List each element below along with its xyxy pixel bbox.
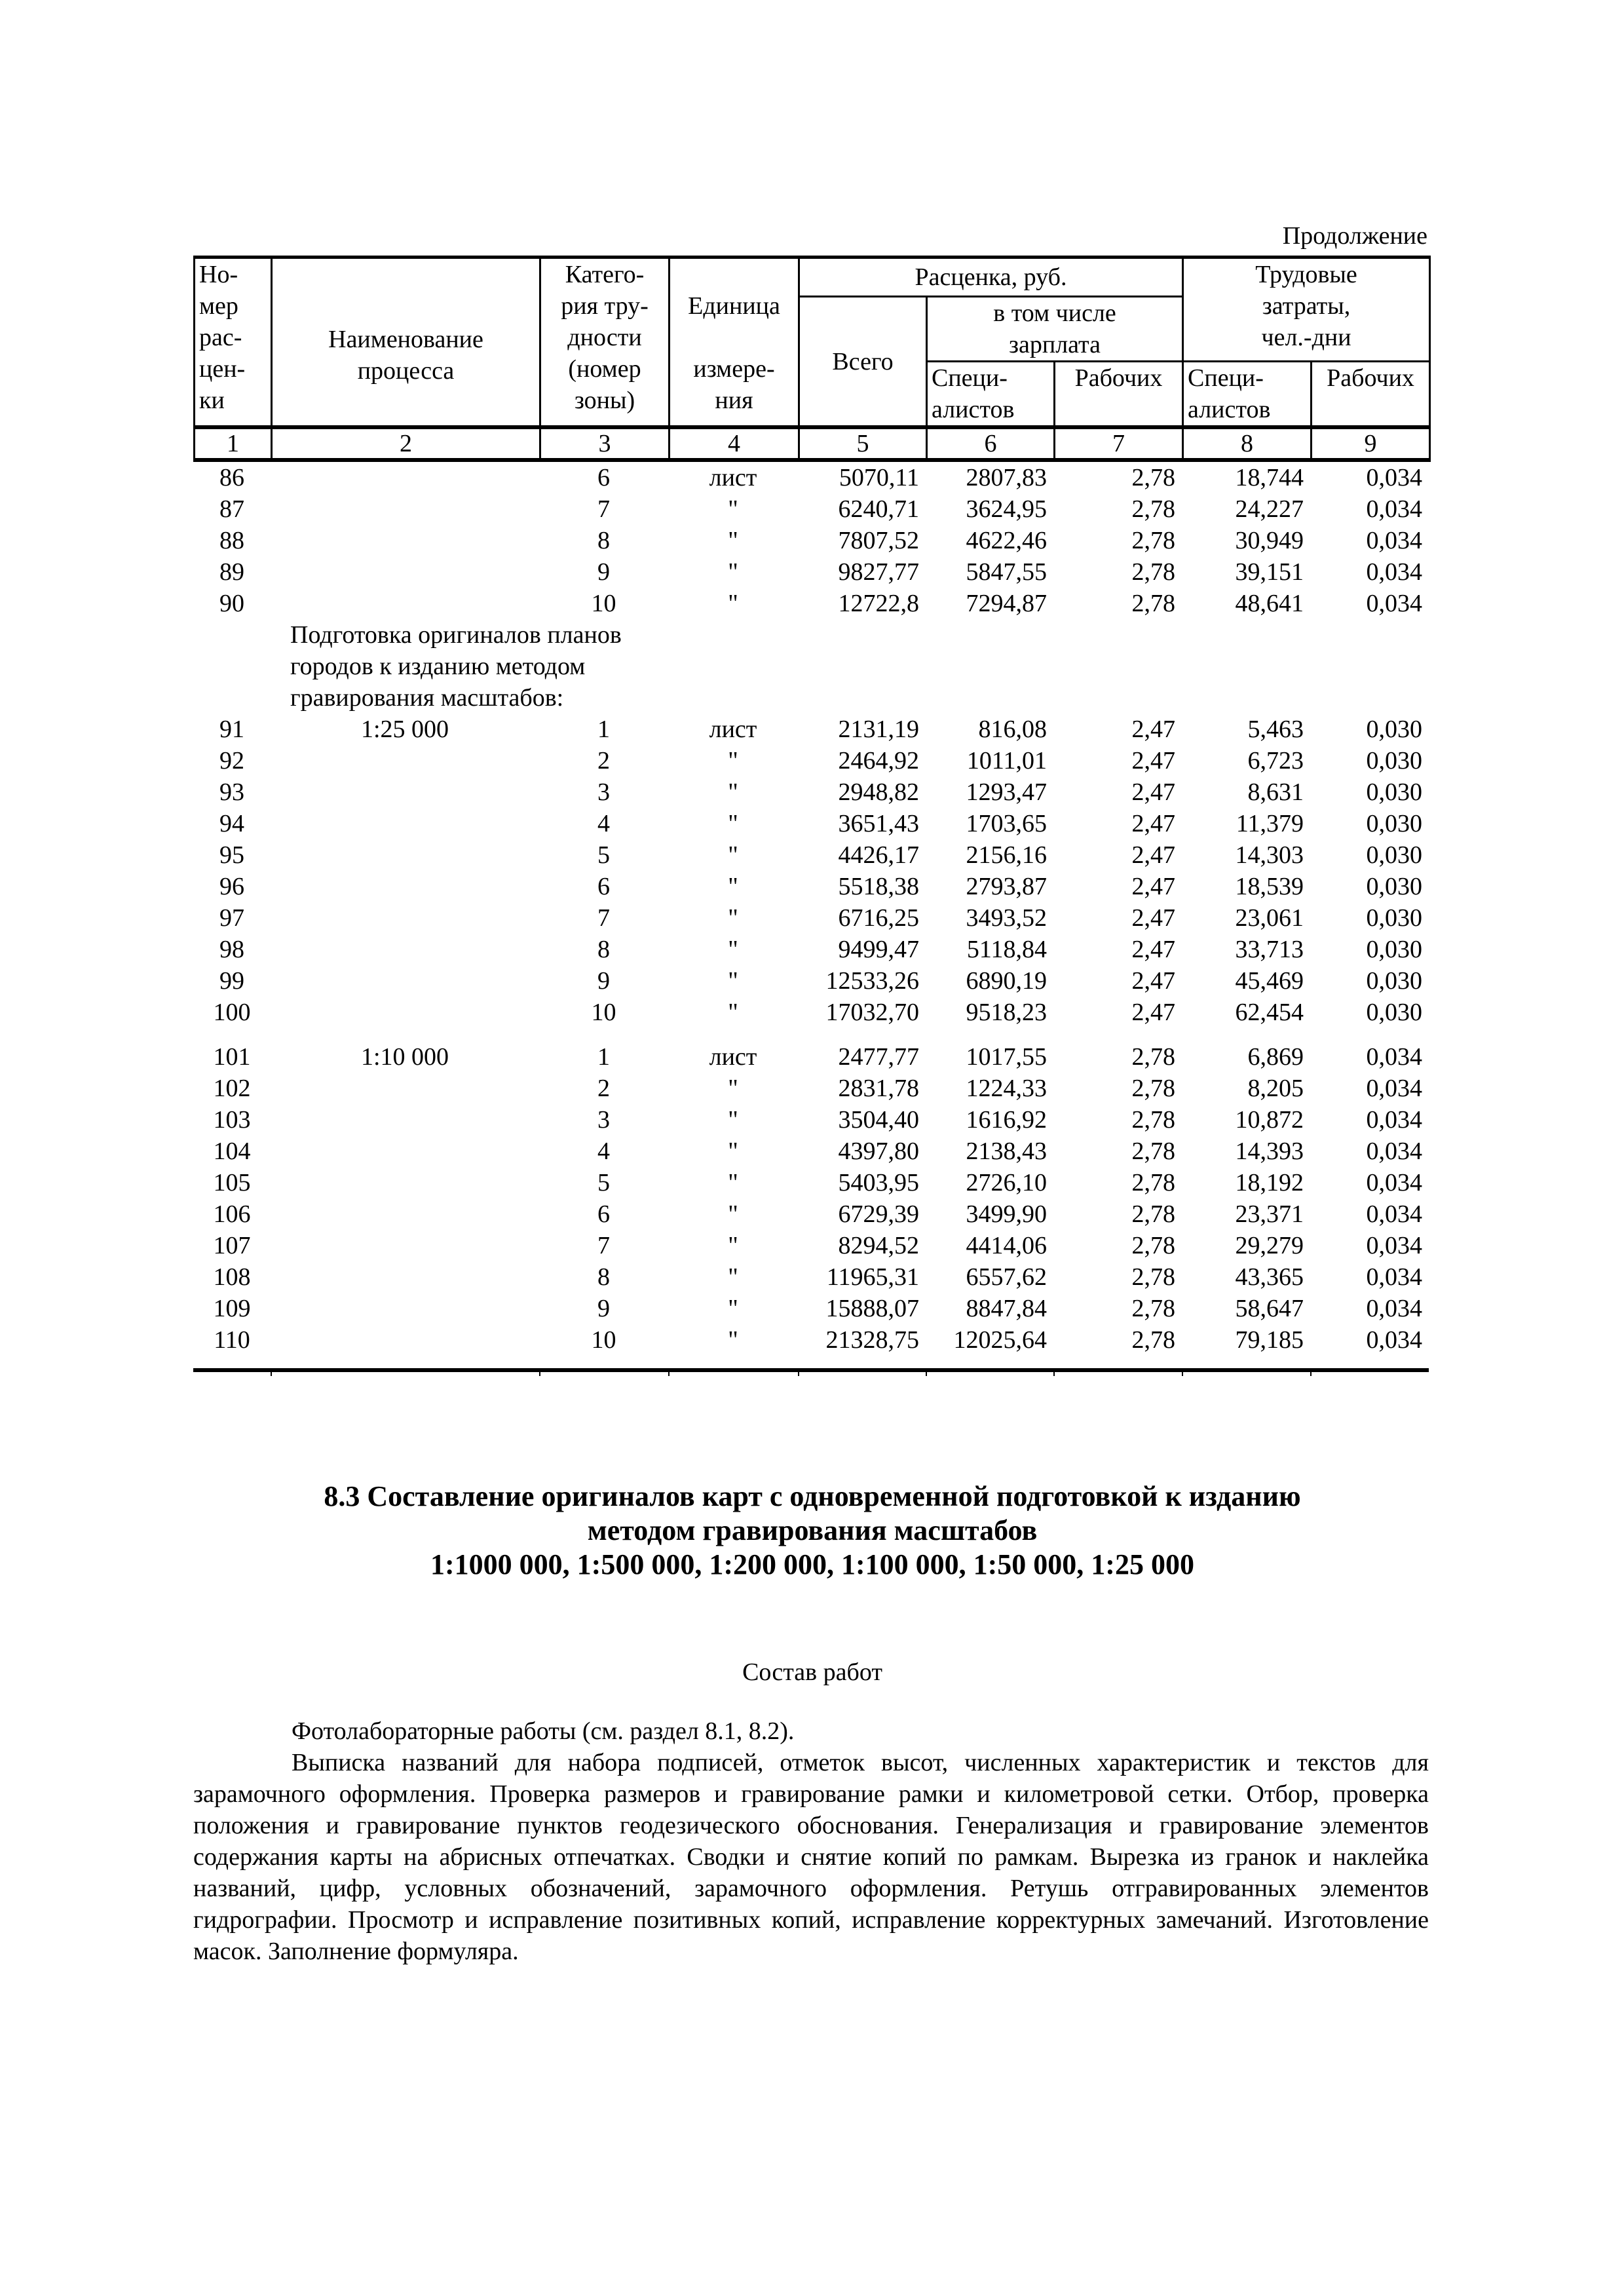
cell-labor-specialists: 45,469 [1235, 967, 1304, 995]
cell-rate-workers: 2,78 [1131, 590, 1175, 617]
cell-rate-workers: 2,47 [1131, 716, 1175, 743]
column-number: 9 [1312, 427, 1430, 460]
cell-unit: " [728, 1263, 738, 1291]
cell-labor-specialists: 8,631 [1247, 778, 1304, 806]
cell-rate-total: 12722,8 [838, 590, 919, 617]
cell-rate-number: 94 [219, 810, 244, 837]
cell-rate-total: 6716,25 [838, 904, 919, 932]
cell-rate-number: 104 [213, 1138, 251, 1165]
cell-labor-specialists: 14,393 [1235, 1138, 1304, 1165]
cell-rate-specialists: 1011,01 [966, 747, 1047, 775]
cell-process-name [271, 1136, 539, 1167]
rule-tick [1310, 1372, 1312, 1376]
group-title: Подготовка оригиналов планов городов к изданию методом гравирования масштабов: [290, 621, 622, 712]
cell-labor-specialists: 23,371 [1235, 1200, 1304, 1228]
cell-unit: " [728, 495, 738, 523]
table-header [193, 256, 1431, 462]
cell-process-name [271, 965, 539, 997]
cell-unit: " [728, 1138, 738, 1165]
cell-labor-workers: 0,034 [1366, 590, 1422, 617]
cell-labor-workers: 0,034 [1366, 527, 1422, 554]
cell-category: 4 [597, 1138, 610, 1165]
cell-category: 5 [597, 841, 610, 869]
table-row [193, 776, 1429, 808]
cell-category: 7 [597, 495, 610, 523]
table-row [193, 1261, 1429, 1293]
cell-labor-specialists: 58,647 [1235, 1295, 1304, 1322]
header-rate-including: в том числе зарплата [927, 297, 1183, 362]
cell-rate-total: 11965,31 [826, 1263, 919, 1291]
cell-rate-specialists: 5118,84 [966, 936, 1047, 963]
header-labor-workers: Рабочих [1312, 362, 1430, 428]
cell-rate-workers: 2,47 [1131, 778, 1175, 806]
table-row [193, 556, 1429, 588]
cell-unit: " [728, 778, 738, 806]
cell-process-name: 1:25 000 [360, 716, 449, 743]
cell-labor-specialists: 79,185 [1235, 1326, 1304, 1354]
cell-rate-workers: 2,78 [1131, 1200, 1175, 1228]
cell-labor-workers: 0,034 [1366, 1263, 1422, 1291]
cell-process-name [271, 1104, 539, 1136]
cell-labor-workers: 0,034 [1366, 1169, 1422, 1196]
cell-unit: " [728, 999, 738, 1026]
column-number: 8 [1183, 427, 1312, 460]
cell-rate-total: 4426,17 [838, 841, 919, 869]
cell-labor-specialists: 29,279 [1235, 1232, 1304, 1259]
cell-process-name [271, 871, 539, 902]
rule-tick [926, 1372, 927, 1376]
cell-unit: " [728, 527, 738, 554]
header-process-name: Наименование процесса [272, 258, 540, 428]
column-number: 4 [670, 427, 799, 460]
header-labor-group: Трудовые затраты, чел.-дни [1183, 258, 1430, 362]
header-rate-specialists: Специ- алистов [927, 362, 1055, 428]
cell-process-name [271, 934, 539, 965]
cell-rate-number: 91 [219, 716, 244, 743]
rule-tick [271, 1372, 272, 1376]
cell-rate-workers: 2,47 [1131, 936, 1175, 963]
cell-unit: " [728, 810, 738, 837]
cell-category: 6 [597, 1200, 610, 1228]
cell-labor-specialists: 30,949 [1235, 527, 1304, 554]
table-row [193, 934, 1429, 965]
cell-rate-total: 9499,47 [838, 936, 919, 963]
cell-process-name [271, 1167, 539, 1198]
cell-category: 8 [597, 527, 610, 554]
cell-process-name [271, 745, 539, 776]
cell-unit: " [728, 1295, 738, 1322]
cell-rate-specialists: 12025,64 [953, 1326, 1047, 1354]
cell-rate-total: 8294,52 [838, 1232, 919, 1259]
cell-labor-workers: 0,034 [1366, 558, 1422, 586]
cell-category: 3 [597, 778, 610, 806]
cell-rate-specialists: 6890,19 [966, 967, 1047, 995]
cell-labor-workers: 0,030 [1366, 747, 1422, 775]
cell-process-name [271, 1293, 539, 1324]
header-category: Катего- рия тру- дности (номер зоны) [540, 258, 670, 428]
cell-labor-specialists: 18,192 [1235, 1169, 1304, 1196]
cell-labor-workers: 0,034 [1366, 1232, 1422, 1259]
cell-rate-number: 97 [219, 904, 244, 932]
column-number: 3 [540, 427, 670, 460]
cell-unit: лист [709, 716, 757, 743]
cell-rate-workers: 2,47 [1131, 967, 1175, 995]
cell-category: 1 [597, 1043, 610, 1071]
cell-labor-workers: 0,030 [1366, 778, 1422, 806]
cell-labor-workers: 0,030 [1366, 873, 1422, 900]
cell-rate-number: 102 [213, 1075, 251, 1102]
cell-unit: лист [709, 464, 757, 491]
cell-rate-total: 6240,71 [838, 495, 919, 523]
cell-category: 9 [597, 558, 610, 586]
subheading: Состав работ [742, 1658, 882, 1686]
cell-labor-workers: 0,030 [1366, 810, 1422, 837]
cell-rate-workers: 2,78 [1131, 495, 1175, 523]
cell-labor-specialists: 6,723 [1247, 747, 1304, 775]
cell-unit: " [728, 967, 738, 995]
cell-process-name [271, 1261, 539, 1293]
cell-rate-number: 105 [213, 1169, 251, 1196]
cell-unit: " [728, 558, 738, 586]
cell-category: 6 [597, 873, 610, 900]
cell-rate-workers: 2,47 [1131, 810, 1175, 837]
cell-process-name [271, 776, 539, 808]
cell-labor-workers: 0,030 [1366, 904, 1422, 932]
header-rate-number: Но- мер рас- цен- ки [195, 258, 272, 428]
cell-rate-workers: 2,78 [1131, 464, 1175, 491]
cell-unit: " [728, 1232, 738, 1259]
cell-category: 3 [597, 1106, 610, 1134]
cell-rate-workers: 2,78 [1131, 1232, 1175, 1259]
cell-category: 10 [591, 590, 616, 617]
cell-rate-total: 6729,39 [838, 1200, 919, 1228]
table-row [193, 588, 1429, 619]
cell-rate-workers: 2,78 [1131, 1169, 1175, 1196]
header-rate-total: Всего [799, 297, 927, 428]
table-row [193, 1167, 1429, 1198]
cell-category: 2 [597, 1075, 610, 1102]
table-row [193, 1324, 1429, 1356]
cell-unit: " [728, 904, 738, 932]
cell-labor-workers: 0,030 [1366, 967, 1422, 995]
cell-process-name [271, 808, 539, 839]
cell-rate-specialists: 2156,16 [966, 841, 1047, 869]
table-row [193, 902, 1429, 934]
cell-rate-specialists: 3624,95 [966, 495, 1047, 523]
header-unit: Единица измере- ния [670, 258, 799, 428]
cell-labor-specialists: 8,205 [1247, 1075, 1304, 1102]
cell-unit: лист [709, 1043, 757, 1071]
paragraph: Выписка названий для набора подписей, отметок высот, численных характеристик и текстов для зарамочного оформления. Проверка размеров и гравирование рамки и километровой сетки. Отбор, проверка положения и гравирование пунктов геодезического обоснования. Генерализация и гравирование элементов содержания карты на абрисных отпечатках. Сводки и снятие копий по рамкам. Вырезка из гранок и наклейка названий, цифр, условных обозначений, зарамочного оформления. Ретушь отгравированных элементов гидрографии. Просмотр и исправление позитивных копий, исправление корректурных замечаний. Изготовление масок. Заполнение формуляра. [193, 1749, 1429, 1965]
cell-rate-number: 100 [213, 999, 251, 1026]
cell-rate-number: 93 [219, 778, 244, 806]
cell-process-name [271, 493, 539, 525]
cell-labor-workers: 0,034 [1366, 1106, 1422, 1134]
cell-labor-specialists: 23,061 [1235, 904, 1304, 932]
cell-rate-number: 96 [219, 873, 244, 900]
cell-process-name [271, 525, 539, 556]
cell-rate-specialists: 4414,06 [966, 1232, 1047, 1259]
cell-rate-number: 109 [213, 1295, 251, 1322]
column-number: 7 [1055, 427, 1183, 460]
cell-rate-number: 92 [219, 747, 244, 775]
cell-rate-specialists: 7294,87 [966, 590, 1047, 617]
cell-rate-specialists: 8847,84 [966, 1295, 1047, 1322]
table-row [193, 871, 1429, 902]
rule-tick [539, 1372, 540, 1376]
cell-process-name [271, 556, 539, 588]
cell-labor-specialists: 24,227 [1235, 495, 1304, 523]
cell-rate-specialists: 816,08 [978, 716, 1047, 743]
table-row [193, 839, 1429, 871]
cell-rate-number: 106 [213, 1200, 251, 1228]
header-rate-group: Расценка, руб. [799, 258, 1183, 297]
column-number: 1 [195, 427, 272, 460]
cell-rate-total: 4397,80 [838, 1138, 919, 1165]
cell-labor-specialists: 18,539 [1235, 873, 1304, 900]
cell-category: 1 [597, 716, 610, 743]
table-row [193, 1104, 1429, 1136]
cell-rate-specialists: 3493,52 [966, 904, 1047, 932]
cell-unit: " [728, 1169, 738, 1196]
cell-rate-specialists: 1017,55 [966, 1043, 1047, 1071]
cell-rate-total: 2477,77 [838, 1043, 919, 1071]
cell-rate-specialists: 3499,90 [966, 1200, 1047, 1228]
column-number: 5 [799, 427, 927, 460]
cell-rate-specialists: 6557,62 [966, 1263, 1047, 1291]
cell-rate-specialists: 1703,65 [966, 810, 1047, 837]
cell-process-name [271, 462, 539, 493]
cell-category: 7 [597, 1232, 610, 1259]
header-rate-workers: Рабочих [1055, 362, 1183, 428]
table-bottom-rule [193, 1368, 1429, 1372]
cell-rate-total: 5070,11 [839, 464, 919, 491]
cell-labor-specialists: 5,463 [1247, 716, 1304, 743]
cell-rate-workers: 2,78 [1131, 558, 1175, 586]
cell-category: 10 [591, 1326, 616, 1354]
table-row [193, 493, 1429, 525]
table-row [193, 1293, 1429, 1324]
cell-process-name [271, 1324, 539, 1356]
cell-category: 9 [597, 967, 610, 995]
cell-rate-workers: 2,78 [1131, 1295, 1175, 1322]
cell-rate-number: 87 [219, 495, 244, 523]
table-row [193, 745, 1429, 776]
cell-category: 8 [597, 1263, 610, 1291]
cell-rate-specialists: 1616,92 [966, 1106, 1047, 1134]
cell-rate-total: 12533,26 [825, 967, 919, 995]
cell-rate-total: 2831,78 [838, 1075, 919, 1102]
cell-rate-number: 103 [213, 1106, 251, 1134]
cell-labor-specialists: 11,379 [1236, 810, 1304, 837]
table-row [193, 997, 1429, 1028]
cell-rate-workers: 2,47 [1131, 999, 1175, 1026]
cell-unit: " [728, 1075, 738, 1102]
cell-rate-total: 17032,70 [825, 999, 919, 1026]
cell-labor-workers: 0,030 [1366, 999, 1422, 1026]
cell-rate-number: 98 [219, 936, 244, 963]
section-title: 8.3 Составление оригиналов карт с одновременной подготовкой к изданию методом гравирования масштабов 1:1000 000, 1:500 000, 1:200 000, 1:100 000, 1:50 000, 1:25 000 [324, 1480, 1301, 1580]
cell-rate-specialists: 4622,46 [966, 527, 1047, 554]
cell-rate-total: 2948,82 [838, 778, 919, 806]
cell-process-name [271, 1230, 539, 1261]
cell-rate-workers: 2,78 [1131, 1075, 1175, 1102]
cell-category: 9 [597, 1295, 610, 1322]
cell-rate-number: 108 [213, 1263, 251, 1291]
cell-rate-workers: 2,47 [1131, 747, 1175, 775]
cell-process-name [271, 1073, 539, 1104]
cell-unit: " [728, 1106, 738, 1134]
cell-category: 6 [597, 464, 610, 491]
rule-tick [668, 1372, 670, 1376]
cell-unit: " [728, 841, 738, 869]
cell-labor-specialists: 39,151 [1235, 558, 1304, 586]
cell-unit: " [728, 747, 738, 775]
cell-labor-workers: 0,034 [1366, 1043, 1422, 1071]
cell-category: 5 [597, 1169, 610, 1196]
cell-rate-number: 110 [214, 1326, 250, 1354]
cell-category: 7 [597, 904, 610, 932]
cell-unit: " [728, 873, 738, 900]
cell-rate-specialists: 1293,47 [966, 778, 1047, 806]
cell-labor-specialists: 10,872 [1235, 1106, 1304, 1134]
cell-rate-specialists: 2138,43 [966, 1138, 1047, 1165]
cell-rate-workers: 2,78 [1131, 1106, 1175, 1134]
table-row [193, 1230, 1429, 1261]
cell-labor-workers: 0,034 [1366, 1075, 1422, 1102]
cell-rate-number: 90 [219, 590, 244, 617]
column-number: 6 [927, 427, 1055, 460]
cell-rate-total: 15888,07 [825, 1295, 919, 1322]
rule-tick [798, 1372, 799, 1376]
table-row [193, 714, 1429, 745]
cell-category: 4 [597, 810, 610, 837]
cell-rate-workers: 2,78 [1131, 1043, 1175, 1071]
cell-labor-specialists: 6,869 [1247, 1043, 1304, 1071]
cell-rate-total: 3651,43 [838, 810, 919, 837]
cell-rate-number: 95 [219, 841, 244, 869]
cell-category: 2 [597, 747, 610, 775]
cell-rate-number: 107 [213, 1232, 251, 1259]
cell-rate-total: 5403,95 [838, 1169, 919, 1196]
cell-labor-specialists: 14,303 [1235, 841, 1304, 869]
cell-labor-workers: 0,030 [1366, 936, 1422, 963]
table-body [193, 462, 1429, 1356]
table-row [193, 1073, 1429, 1104]
table-row [193, 1198, 1429, 1230]
cell-rate-total: 9827,77 [838, 558, 919, 586]
cell-unit: " [728, 590, 738, 617]
cell-labor-specialists: 62,454 [1235, 999, 1304, 1026]
cell-rate-specialists: 2807,83 [966, 464, 1047, 491]
cell-unit: " [728, 936, 738, 963]
rule-tick [1182, 1372, 1183, 1376]
cell-category: 10 [591, 999, 616, 1026]
cell-rate-total: 5518,38 [838, 873, 919, 900]
cell-rate-workers: 2,47 [1131, 873, 1175, 900]
cell-rate-workers: 2,78 [1131, 1138, 1175, 1165]
cell-labor-specialists: 48,641 [1235, 590, 1304, 617]
cell-rate-total: 7807,52 [838, 527, 919, 554]
cell-rate-workers: 2,78 [1131, 527, 1175, 554]
table-row [193, 808, 1429, 839]
cell-labor-workers: 0,034 [1366, 1326, 1422, 1354]
cell-rate-total: 21328,75 [825, 1326, 919, 1354]
cell-rate-specialists: 9518,23 [966, 999, 1047, 1026]
cell-category: 8 [597, 936, 610, 963]
cell-rate-number: 99 [219, 967, 244, 995]
cell-labor-workers: 0,034 [1366, 1200, 1422, 1228]
cell-labor-workers: 0,030 [1366, 716, 1422, 743]
cell-process-name [271, 588, 539, 619]
table-row [193, 1136, 1429, 1167]
table-row [193, 965, 1429, 997]
cell-rate-workers: 2,78 [1131, 1326, 1175, 1354]
cell-unit: " [728, 1200, 738, 1228]
table-row [193, 462, 1429, 493]
cell-labor-workers: 0,034 [1366, 464, 1422, 491]
cell-rate-number: 86 [219, 464, 244, 491]
table-row [193, 1041, 1429, 1073]
cell-rate-workers: 2,47 [1131, 841, 1175, 869]
rule-tick [1053, 1372, 1055, 1376]
cell-labor-workers: 0,034 [1366, 1138, 1422, 1165]
cell-rate-number: 89 [219, 558, 244, 586]
cell-labor-specialists: 18,744 [1235, 464, 1304, 491]
cell-rate-total: 3504,40 [838, 1106, 919, 1134]
table-row [193, 525, 1429, 556]
column-number: 2 [272, 427, 540, 460]
cell-rate-total: 2464,92 [838, 747, 919, 775]
cell-process-name [271, 997, 539, 1028]
cell-labor-specialists: 33,713 [1235, 936, 1304, 963]
cell-rate-workers: 2,78 [1131, 1263, 1175, 1291]
cell-process-name [271, 1198, 539, 1230]
cell-process-name [271, 839, 539, 871]
cell-labor-workers: 0,034 [1366, 1295, 1422, 1322]
cell-process-name [271, 902, 539, 934]
cell-rate-workers: 2,47 [1131, 904, 1175, 932]
cell-rate-specialists: 2726,10 [966, 1169, 1047, 1196]
cell-labor-specialists: 43,365 [1235, 1263, 1304, 1291]
cell-process-name: 1:10 000 [360, 1043, 449, 1071]
cell-unit: " [728, 1326, 738, 1354]
cell-rate-number: 88 [219, 527, 244, 554]
continuation-label: Продолжение [1282, 222, 1427, 250]
cell-labor-workers: 0,030 [1366, 841, 1422, 869]
cell-labor-workers: 0,034 [1366, 495, 1422, 523]
cell-rate-number: 101 [213, 1043, 251, 1071]
cell-rate-specialists: 5847,55 [966, 558, 1047, 586]
cell-rate-total: 2131,19 [838, 716, 919, 743]
header-labor-specialists: Специ- алистов [1183, 362, 1312, 428]
paragraph: Фотолабораторные работы (см. раздел 8.1, 8.2). [292, 1717, 795, 1745]
cell-rate-specialists: 1224,33 [966, 1075, 1047, 1102]
cell-rate-specialists: 2793,87 [966, 873, 1047, 900]
